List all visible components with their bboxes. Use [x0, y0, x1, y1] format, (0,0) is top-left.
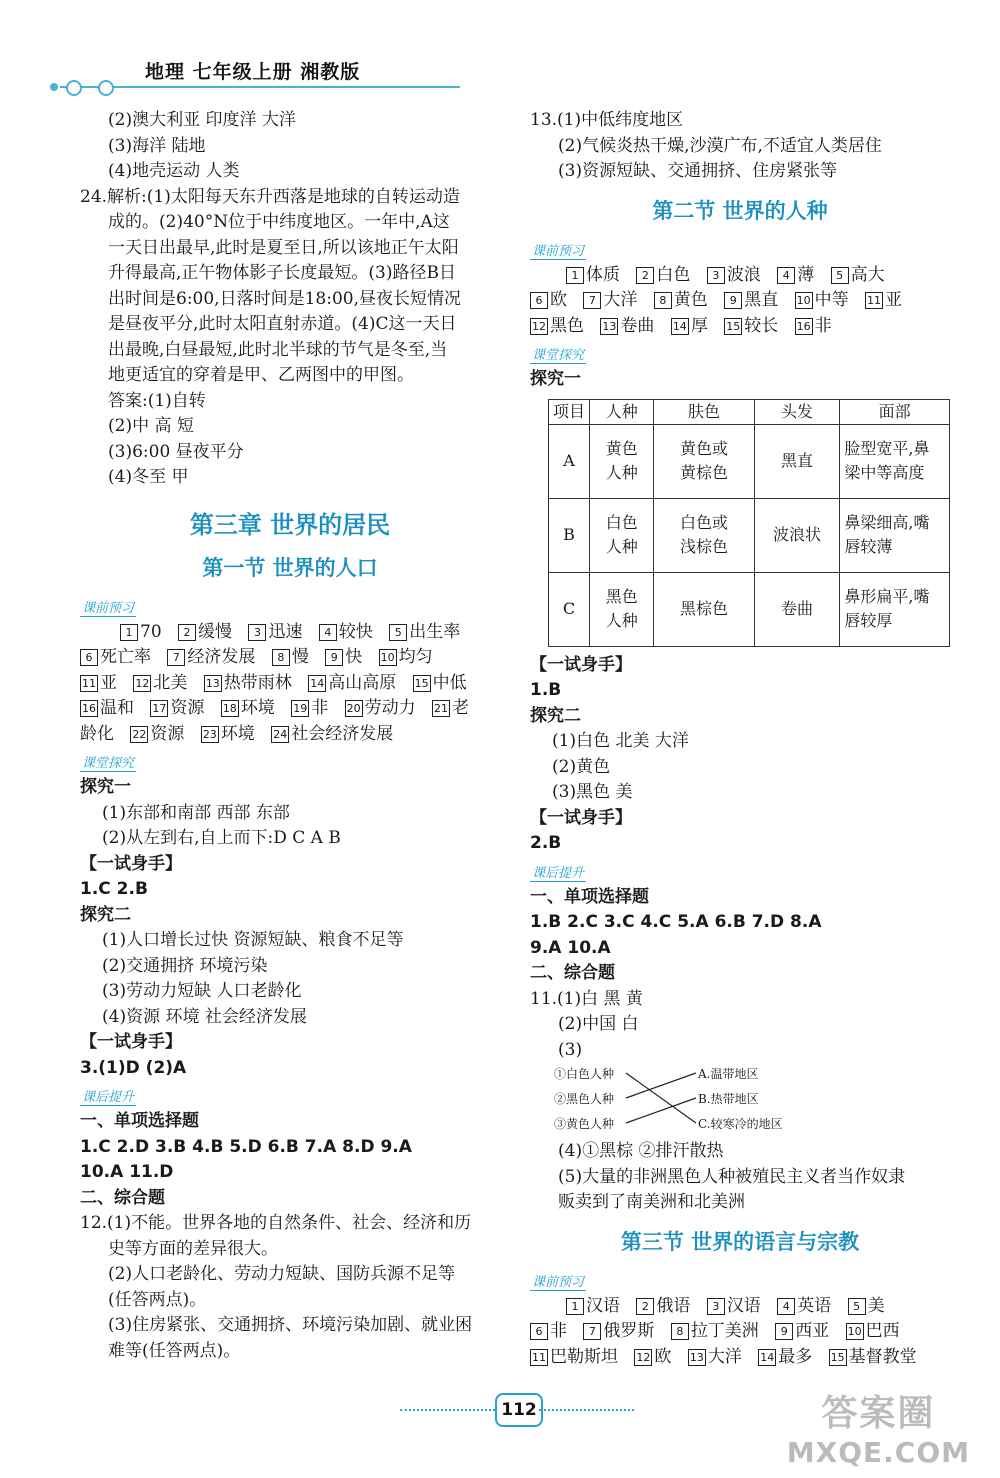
header-circle-ornament: [98, 80, 114, 96]
answer-line: (3)劳动力短缺 人口老龄化: [102, 981, 302, 1001]
number-box: 17: [152, 702, 167, 715]
q11-line: (5)大量的非洲黑色人种被殖民主义者当作奴隶: [558, 1166, 906, 1187]
number-box: 2: [636, 267, 654, 284]
table-header: 肤色: [654, 399, 754, 424]
diagram-left-item: ①白色人种: [554, 1067, 615, 1081]
fill-answer: 汉语: [726, 1295, 761, 1316]
q24-line: 出最晚,白昼最短,此时北半球的节气是冬至,当: [108, 339, 448, 360]
fill-answer: 英语: [797, 1295, 832, 1316]
number-box: 16: [82, 702, 96, 715]
number-box: 19: [293, 702, 308, 715]
fill-answer: 俄罗斯: [603, 1321, 655, 1341]
answer-line: (2)黄色: [552, 756, 611, 777]
matching-diagram: [530, 1063, 830, 1139]
diagram-connector-lines: [624, 1063, 700, 1139]
fill-answer: 厚: [690, 315, 708, 336]
explore-heading: 探究二: [80, 904, 131, 925]
fill-answer: 较长: [744, 315, 779, 336]
explore-heading: 探究一: [80, 777, 131, 797]
q24-line: 一天日出最早,此时是夏至日,所以该地正午太阳: [108, 237, 459, 258]
answer-line: (2)中 高 短: [108, 416, 194, 436]
explore-heading: 探究二: [530, 705, 581, 726]
table-cell: 鼻梁细高,嘴 唇较薄: [840, 498, 950, 572]
q13-line: (2)气候炎热干燥,沙漠广布,不适宜人类居住: [558, 135, 882, 156]
number-box: 15: [414, 676, 429, 690]
answer-line: (2)澳大利亚 印度洋 大洋: [108, 110, 296, 130]
section-title: 第一节 世界的人口: [202, 555, 378, 580]
left-column: [80, 108, 500, 1364]
choice-answers: 3.(1)D (2)A: [80, 1057, 187, 1078]
header-rule: [60, 86, 460, 88]
number-box: 6: [530, 292, 548, 309]
fill-answer: 最多: [778, 1346, 813, 1367]
fill-answer: 大洋: [603, 290, 638, 310]
number-box: 11: [532, 1350, 546, 1364]
answer-line: (1)人口增长过快 资源短缺、粮食不足等: [102, 930, 404, 950]
fill-answer: 温和: [100, 698, 134, 718]
table-cell: 黑直: [754, 424, 840, 498]
section-title: 第三节 世界的语言与宗教: [620, 1229, 860, 1254]
table-row: [549, 498, 950, 572]
fill-answer: 俄语: [656, 1295, 691, 1316]
number-box: 10: [380, 651, 395, 664]
race-table: [548, 399, 950, 647]
preview-row: [80, 696, 500, 722]
q12-line: (2)人口老龄化、劳动力短缺、国防兵源不足等: [108, 1264, 456, 1284]
number-box: 3: [707, 1298, 725, 1315]
tag-class-explore: 课堂探究: [80, 752, 136, 772]
table-cell: 黄色或 黄棕色: [654, 424, 754, 498]
preview-row: [80, 620, 500, 646]
q24-line: 地更适宜的穿着是甲、乙两图中的甲图。: [108, 365, 414, 385]
q12-line: 难等(任答两点)。: [108, 1340, 241, 1361]
preview-row: [530, 1319, 950, 1345]
fill-answer: 环境: [220, 723, 255, 744]
q12-line: 史等方面的差异很大。: [108, 1238, 278, 1259]
table-cell: 卷曲: [754, 572, 840, 646]
table-header: 头发: [754, 399, 840, 424]
q24-line: 成的。(2)40°N位于中纬度地区。一年中,A这: [108, 212, 450, 232]
number-box: 6: [530, 1323, 548, 1340]
fill-answer: 拉丁美洲: [690, 1321, 759, 1341]
number-box: 3: [248, 624, 266, 641]
number-box: 13: [602, 319, 617, 333]
fill-answer: 非: [550, 1321, 567, 1341]
number-box: 2: [178, 624, 196, 641]
number-box: 4: [777, 267, 795, 284]
number-box: 9: [325, 649, 343, 666]
choice-answers: 1.C 2.D 3.B 4.B 5.D 6.B 7.A 8.D 9.A: [80, 1136, 412, 1157]
q11-line: 贩卖到了南美洲和北美洲: [558, 1192, 745, 1212]
fill-answer: 中低: [432, 672, 467, 693]
number-box: 11: [867, 294, 882, 307]
number-box: 9: [724, 292, 742, 309]
fill-answer: 黄色: [673, 290, 708, 310]
fill-answer: 非: [311, 698, 329, 718]
tag-class-explore: 课堂探究: [530, 344, 586, 364]
table-header-row: [549, 399, 950, 424]
number-box: 12: [532, 319, 546, 333]
fill-answer: 迅速: [268, 621, 303, 642]
comprehensive-heading: 二、综合题: [530, 963, 615, 983]
fill-answer: 资源: [170, 698, 205, 718]
fill-answer: 体质: [586, 264, 620, 285]
table-cell: B: [549, 498, 590, 572]
single-choice-heading: 一、单项选择题: [530, 886, 649, 907]
fill-answer: 欧: [654, 1346, 672, 1367]
watermark-text: 答案圈: [821, 1393, 936, 1434]
fill-answer: 西亚: [795, 1321, 830, 1341]
number-box: 6: [80, 649, 98, 666]
number-box: 16: [796, 319, 811, 333]
table-cell: C: [549, 572, 590, 646]
tag-after-class: 课后提升: [530, 862, 586, 882]
number-box: 8: [654, 292, 672, 309]
number-box: 12: [135, 676, 150, 690]
fill-answer: 巴西: [865, 1321, 900, 1341]
fill-answer: 快: [345, 647, 363, 667]
choice-answers: 1.B 2.C 3.C 4.C 5.A 6.B 7.D 8.A: [530, 912, 822, 932]
q24-line: 出时间是6:00,日落时间是18:00,昼夜长短情况: [108, 288, 461, 309]
number-box: 2: [636, 1298, 654, 1315]
number-box: 23: [202, 727, 217, 741]
table-cell: A: [549, 424, 590, 498]
fill-answer: 亚: [100, 672, 117, 693]
fill-answer: 薄: [797, 264, 815, 285]
tag-preview: 课前预习: [530, 1271, 586, 1291]
table-row: [549, 572, 950, 646]
number-box: 7: [583, 1323, 601, 1340]
fill-answer: 较快: [338, 621, 373, 642]
diagram-left-item: ②黑色人种: [554, 1092, 615, 1106]
number-box: 14: [760, 1350, 775, 1364]
fill-answer: 高大: [850, 264, 885, 285]
table-cell: 黑棕色: [654, 572, 754, 646]
q13-line: (3)资源短缺、交通拥挤、住房紧张等: [558, 161, 838, 181]
diagram-left-item: ③黄色人种: [554, 1117, 615, 1131]
preview-row: [80, 722, 500, 748]
q13-line: 13.(1)中低纬度地区: [530, 110, 684, 130]
page-number: 112: [495, 1393, 543, 1427]
table-header: 人种: [590, 399, 654, 424]
preview-row: [530, 1345, 950, 1371]
fill-answer: 巴勒斯坦: [550, 1346, 618, 1367]
tag-preview: 课前预习: [80, 597, 136, 617]
single-choice-heading: 一、单项选择题: [80, 1111, 199, 1131]
fill-answer: 社会经济发展: [291, 723, 394, 744]
q12-line: 12.(1)不能。世界各地的自然条件、社会、经济和历: [80, 1213, 472, 1233]
number-box: 14: [310, 676, 325, 690]
number-box: 7: [167, 649, 185, 666]
fill-answer: 环境: [240, 698, 275, 718]
table-cell: 脸型宽平,鼻 梁中等高度: [840, 424, 950, 498]
tag-preview: 课前预习: [530, 240, 586, 260]
fill-answer: 劳动力: [364, 698, 416, 718]
watermark-text: MXQE.COM: [786, 1436, 970, 1469]
number-box: 15: [830, 1350, 845, 1364]
number-box: 15: [726, 319, 741, 333]
comprehensive-heading: 二、综合题: [80, 1187, 165, 1208]
number-box: 7: [583, 292, 601, 309]
fill-answer: 中等: [814, 290, 849, 310]
fill-answer: 均匀: [398, 647, 433, 667]
number-box: 1: [120, 624, 138, 641]
fill-answer: 缓慢: [198, 621, 233, 642]
number-box: 24: [273, 727, 288, 741]
q24-line: 是昼夜平分,此时太阳直射赤道。(4)C这一天日: [108, 314, 457, 334]
table-header: 面部: [840, 399, 950, 424]
answer-line: (2)交通拥挤 环境污染: [102, 955, 268, 976]
fill-answer: 欧: [550, 290, 567, 310]
fill-answer: 老: [452, 698, 470, 718]
number-box: 4: [319, 624, 337, 641]
preview-row: [80, 671, 500, 697]
header-decoration-dot: [50, 83, 58, 91]
table-cell: 黄色 人种: [590, 424, 654, 498]
choice-answers: 10.A 11.D: [80, 1162, 174, 1182]
right-column: [530, 108, 950, 1370]
fill-answer: 出生率: [409, 621, 461, 642]
preview-row: [530, 1294, 950, 1320]
number-box: 5: [389, 624, 407, 641]
table-header: 项目: [549, 399, 590, 424]
number-box: 8: [671, 1323, 689, 1340]
number-box: 3: [707, 267, 725, 284]
try-heading: 【一试身手】: [530, 807, 632, 828]
answer-line: (2)从左到右,自上而下:D C A B: [102, 828, 341, 848]
fill-answer: 死亡率: [100, 647, 151, 667]
section-title: 第二节 世界的人种: [652, 198, 828, 223]
choice-answers: 9.A 10.A: [530, 937, 611, 958]
number-box: 1: [566, 1298, 584, 1315]
tag-after-class: 课后提升: [80, 1086, 136, 1106]
answer-line: (3)海洋 陆地: [108, 135, 206, 156]
q11-line: (4)①黑棕 ②排汗散热: [558, 1141, 724, 1161]
fill-answer: 非: [814, 315, 832, 336]
q12-line: (3)住房紧张、交通拥挤、环境污染加剧、就业困: [108, 1315, 473, 1335]
fill-answer: 高山高原: [328, 672, 397, 693]
choice-answers: 1.C 2.B: [80, 879, 148, 899]
number-box: 12: [636, 1350, 651, 1364]
fill-answer: 龄化: [80, 723, 114, 744]
fill-answer: 黑色: [550, 315, 584, 336]
fill-answer: 大洋: [707, 1346, 742, 1367]
number-box: 9: [775, 1323, 793, 1340]
watermark-logo: [787, 1385, 970, 1469]
q24-line: 24.解析:(1)太阳每天东升西落是地球的自转运动造: [80, 186, 460, 207]
preview-row: [530, 288, 950, 314]
number-box: 10: [847, 1325, 862, 1338]
choice-answers: 2.B: [530, 833, 562, 853]
fill-answer: 波浪: [726, 264, 761, 285]
q11-line: 11.(1)白 黑 黄: [530, 988, 643, 1009]
number-box: 11: [82, 676, 96, 690]
number-box: 20: [346, 702, 361, 715]
table-row: [549, 424, 950, 498]
number-box: 18: [222, 702, 237, 715]
table-cell: 黑色 人种: [590, 572, 654, 646]
answer-line: (3)6:00 昼夜平分: [108, 441, 244, 462]
number-box: 22: [132, 727, 147, 741]
q24-line: 升得最高,正午物体影子长度最短。(3)路径B日: [108, 263, 456, 283]
preview-row: [530, 314, 950, 340]
page-number-rule: [400, 1409, 495, 1411]
fill-answer: 卷曲: [620, 315, 655, 336]
table-cell: 波浪状: [754, 498, 840, 572]
answer-label: 答案:(1)自转: [108, 390, 206, 411]
diagram-right-item: C.较寒冷的地区: [698, 1117, 783, 1131]
number-box: 13: [689, 1350, 704, 1364]
try-heading: 【一试身手】: [530, 654, 632, 675]
number-box: 13: [205, 676, 220, 690]
number-box: 5: [848, 1298, 866, 1315]
try-heading: 【一试身手】: [80, 1032, 182, 1052]
table-cell: 鼻形扁平,嘴 唇较厚: [840, 572, 950, 646]
fill-answer: 白色: [656, 264, 691, 285]
number-box: 21: [434, 702, 449, 715]
try-heading: 【一试身手】: [80, 853, 182, 874]
answer-line: (1)白色 北美 大洋: [552, 731, 689, 751]
answer-line: (4)冬至 甲: [108, 467, 189, 487]
number-box: 1: [566, 267, 584, 284]
answer-line: (1)东部和南部 西部 东部: [102, 802, 290, 823]
q11-line: (3): [558, 1039, 583, 1060]
answer-line: (3)黑色 美: [552, 782, 633, 802]
chapter-title: 第三章 世界的居民: [189, 510, 391, 539]
book-header-title: 地理 七年级上册 湘教版: [145, 61, 361, 83]
preview-row: [530, 263, 950, 289]
number-box: 14: [672, 319, 687, 333]
question-24: [80, 185, 500, 491]
fill-answer: 70: [140, 621, 162, 642]
number-box: 5: [831, 267, 849, 284]
number-box: 10: [796, 294, 811, 307]
fill-answer: 经济发展: [187, 647, 256, 667]
fill-answer: 黑直: [744, 290, 779, 310]
diagram-right-item: B.热带地区: [698, 1092, 759, 1106]
table-cell: 白色或 浅棕色: [654, 498, 754, 572]
fill-answer: 汉语: [586, 1295, 620, 1316]
page-number-rule: [539, 1409, 634, 1411]
preview-row: [80, 645, 500, 671]
fill-answer: 北美: [153, 672, 188, 693]
explore-heading: 探究一: [530, 369, 581, 389]
choice-answers: 1.B: [530, 680, 562, 700]
fill-answer: 资源: [150, 723, 185, 744]
number-box: 4: [777, 1298, 795, 1315]
header-circle-ornament: [66, 80, 82, 96]
q12-line: (任答两点)。: [108, 1289, 207, 1310]
answer-line: (4)资源 环境 社会经济发展: [102, 1006, 307, 1027]
fill-answer: 美: [867, 1295, 885, 1316]
fill-answer: 慢: [291, 647, 309, 667]
fill-answer: 热带雨林: [223, 672, 292, 693]
answer-line: (4)地壳运动 人类: [108, 161, 240, 181]
number-box: 8: [272, 649, 290, 666]
q11-line: (2)中国 白: [558, 1014, 639, 1034]
table-cell: 白色 人种: [590, 498, 654, 572]
diagram-right-item: A.温带地区: [698, 1067, 759, 1081]
fill-answer: 基督教堂: [848, 1346, 917, 1367]
fill-answer: 亚: [885, 290, 903, 310]
